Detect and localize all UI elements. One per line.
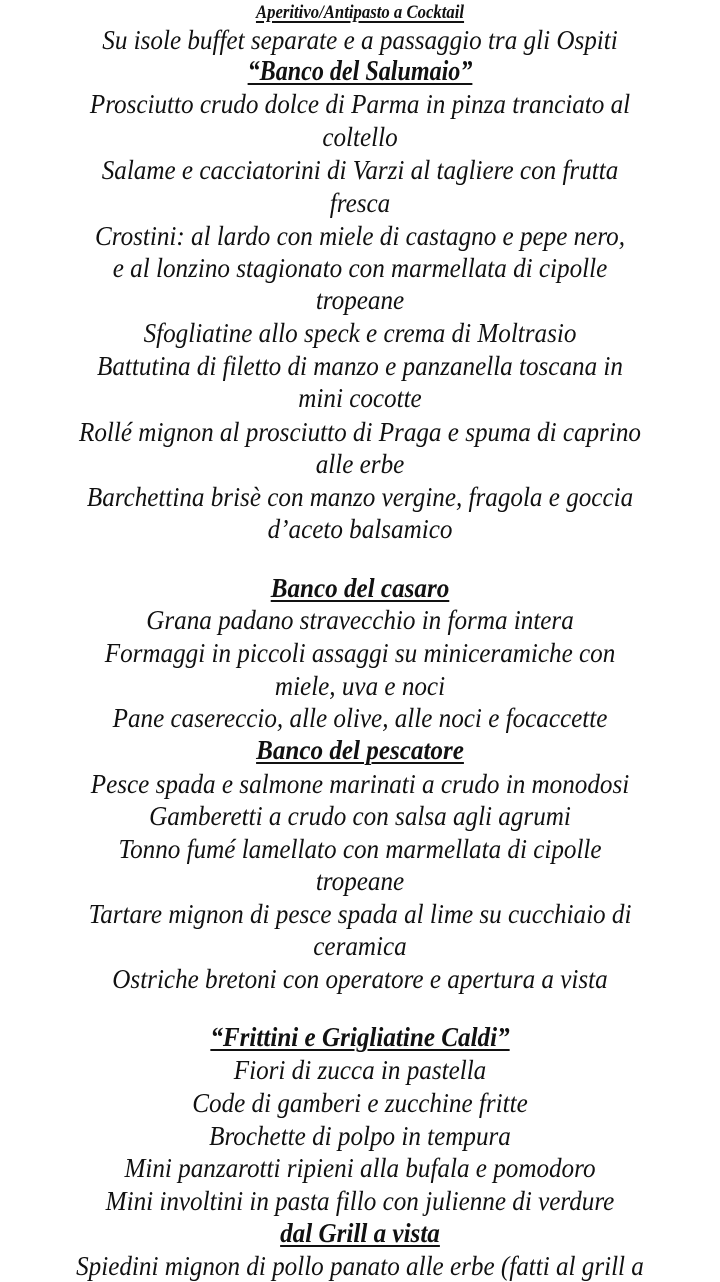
menu-line: Prosciutto crudo dolce di Parma in pinza tranciato al — [89, 89, 631, 119]
menu-line: Fiori di zucca in pastella — [233, 1055, 487, 1085]
menu-line: Sfogliatine allo speck e crema di Moltrasio — [143, 318, 577, 348]
menu-line: Crostini: al lardo con miele di castagno e pepe nero, — [94, 221, 626, 251]
menu-line: Mini involtini in pasta fillo con julienne di verdure — [105, 1186, 615, 1216]
menu-line: Pane casereccio, alle olive, alle noci e focaccette — [112, 703, 608, 733]
menu-line: Spiedini mignon di pollo panato alle erbe (fatti al grill a — [76, 1251, 644, 1281]
menu-line: miele, uva e noci — [274, 671, 446, 701]
menu-line: Mini panzarotti ripieni alla bufala e pomodoro — [124, 1153, 596, 1183]
menu-line: Salame e cacciatorini di Varzi al tagliere con frutta — [101, 155, 619, 185]
menu-line: fresca — [329, 188, 391, 218]
menu-line: alle erbe — [315, 449, 405, 479]
menu-line: mini cocotte — [298, 383, 422, 413]
menu-line: Tonno fumé lamellato con marmellata di cipolle — [118, 834, 602, 864]
menu-line: Tartare mignon di pesce spada al lime su cucchiaio di — [88, 899, 632, 929]
menu-line: ceramica — [313, 931, 407, 961]
menu-line: Ostriche bretoni con operatore e apertura a vista — [112, 964, 608, 994]
section-heading-salumaio: “Banco del Salumaio” — [247, 56, 473, 87]
menu-line: Code di gamberi e zucchine fritte — [192, 1088, 528, 1118]
menu-line: Barchettina brisè con manzo vergine, fragola e goccia — [86, 482, 634, 512]
menu-line: tropeane — [315, 285, 405, 315]
section-heading-frittini: “Frittini e Grigliatine Caldi” — [210, 1022, 510, 1052]
menu-line: Battutina di filetto di manzo e panzanella toscana in — [97, 351, 623, 381]
menu-subtitle: Su isole buffet separate e a passaggio tra gli Ospiti — [102, 25, 618, 55]
menu-line: Grana padano stravecchio in forma intera — [146, 605, 574, 635]
section-heading-casaro: Banco del casaro — [270, 573, 450, 603]
menu-line: e al lonzino stagionato con marmellata di cipolle — [112, 253, 608, 283]
menu-line: tropeane — [315, 866, 405, 896]
menu-line: Pesce spada e salmone marinati a crudo in monodosi — [90, 769, 630, 799]
menu-line: Rollé mignon al prosciutto di Praga e spuma di caprino — [79, 417, 641, 447]
menu-line: coltello — [322, 122, 398, 152]
menu-line: Brochette di polpo in tempura — [209, 1121, 511, 1151]
menu-line: d’aceto balsamico — [267, 514, 453, 544]
menu-line: Formaggi in piccoli assaggi su miniceramiche con — [104, 638, 616, 668]
menu-line: Gamberetti a crudo con salsa agli agrumi — [149, 801, 571, 831]
section-heading-grill: dal Grill a vista — [280, 1218, 440, 1248]
menu-title: Aperitivo/Antipasto a Cocktail — [255, 2, 465, 23]
section-heading-pescatore: Banco del pescatore — [256, 735, 464, 765]
